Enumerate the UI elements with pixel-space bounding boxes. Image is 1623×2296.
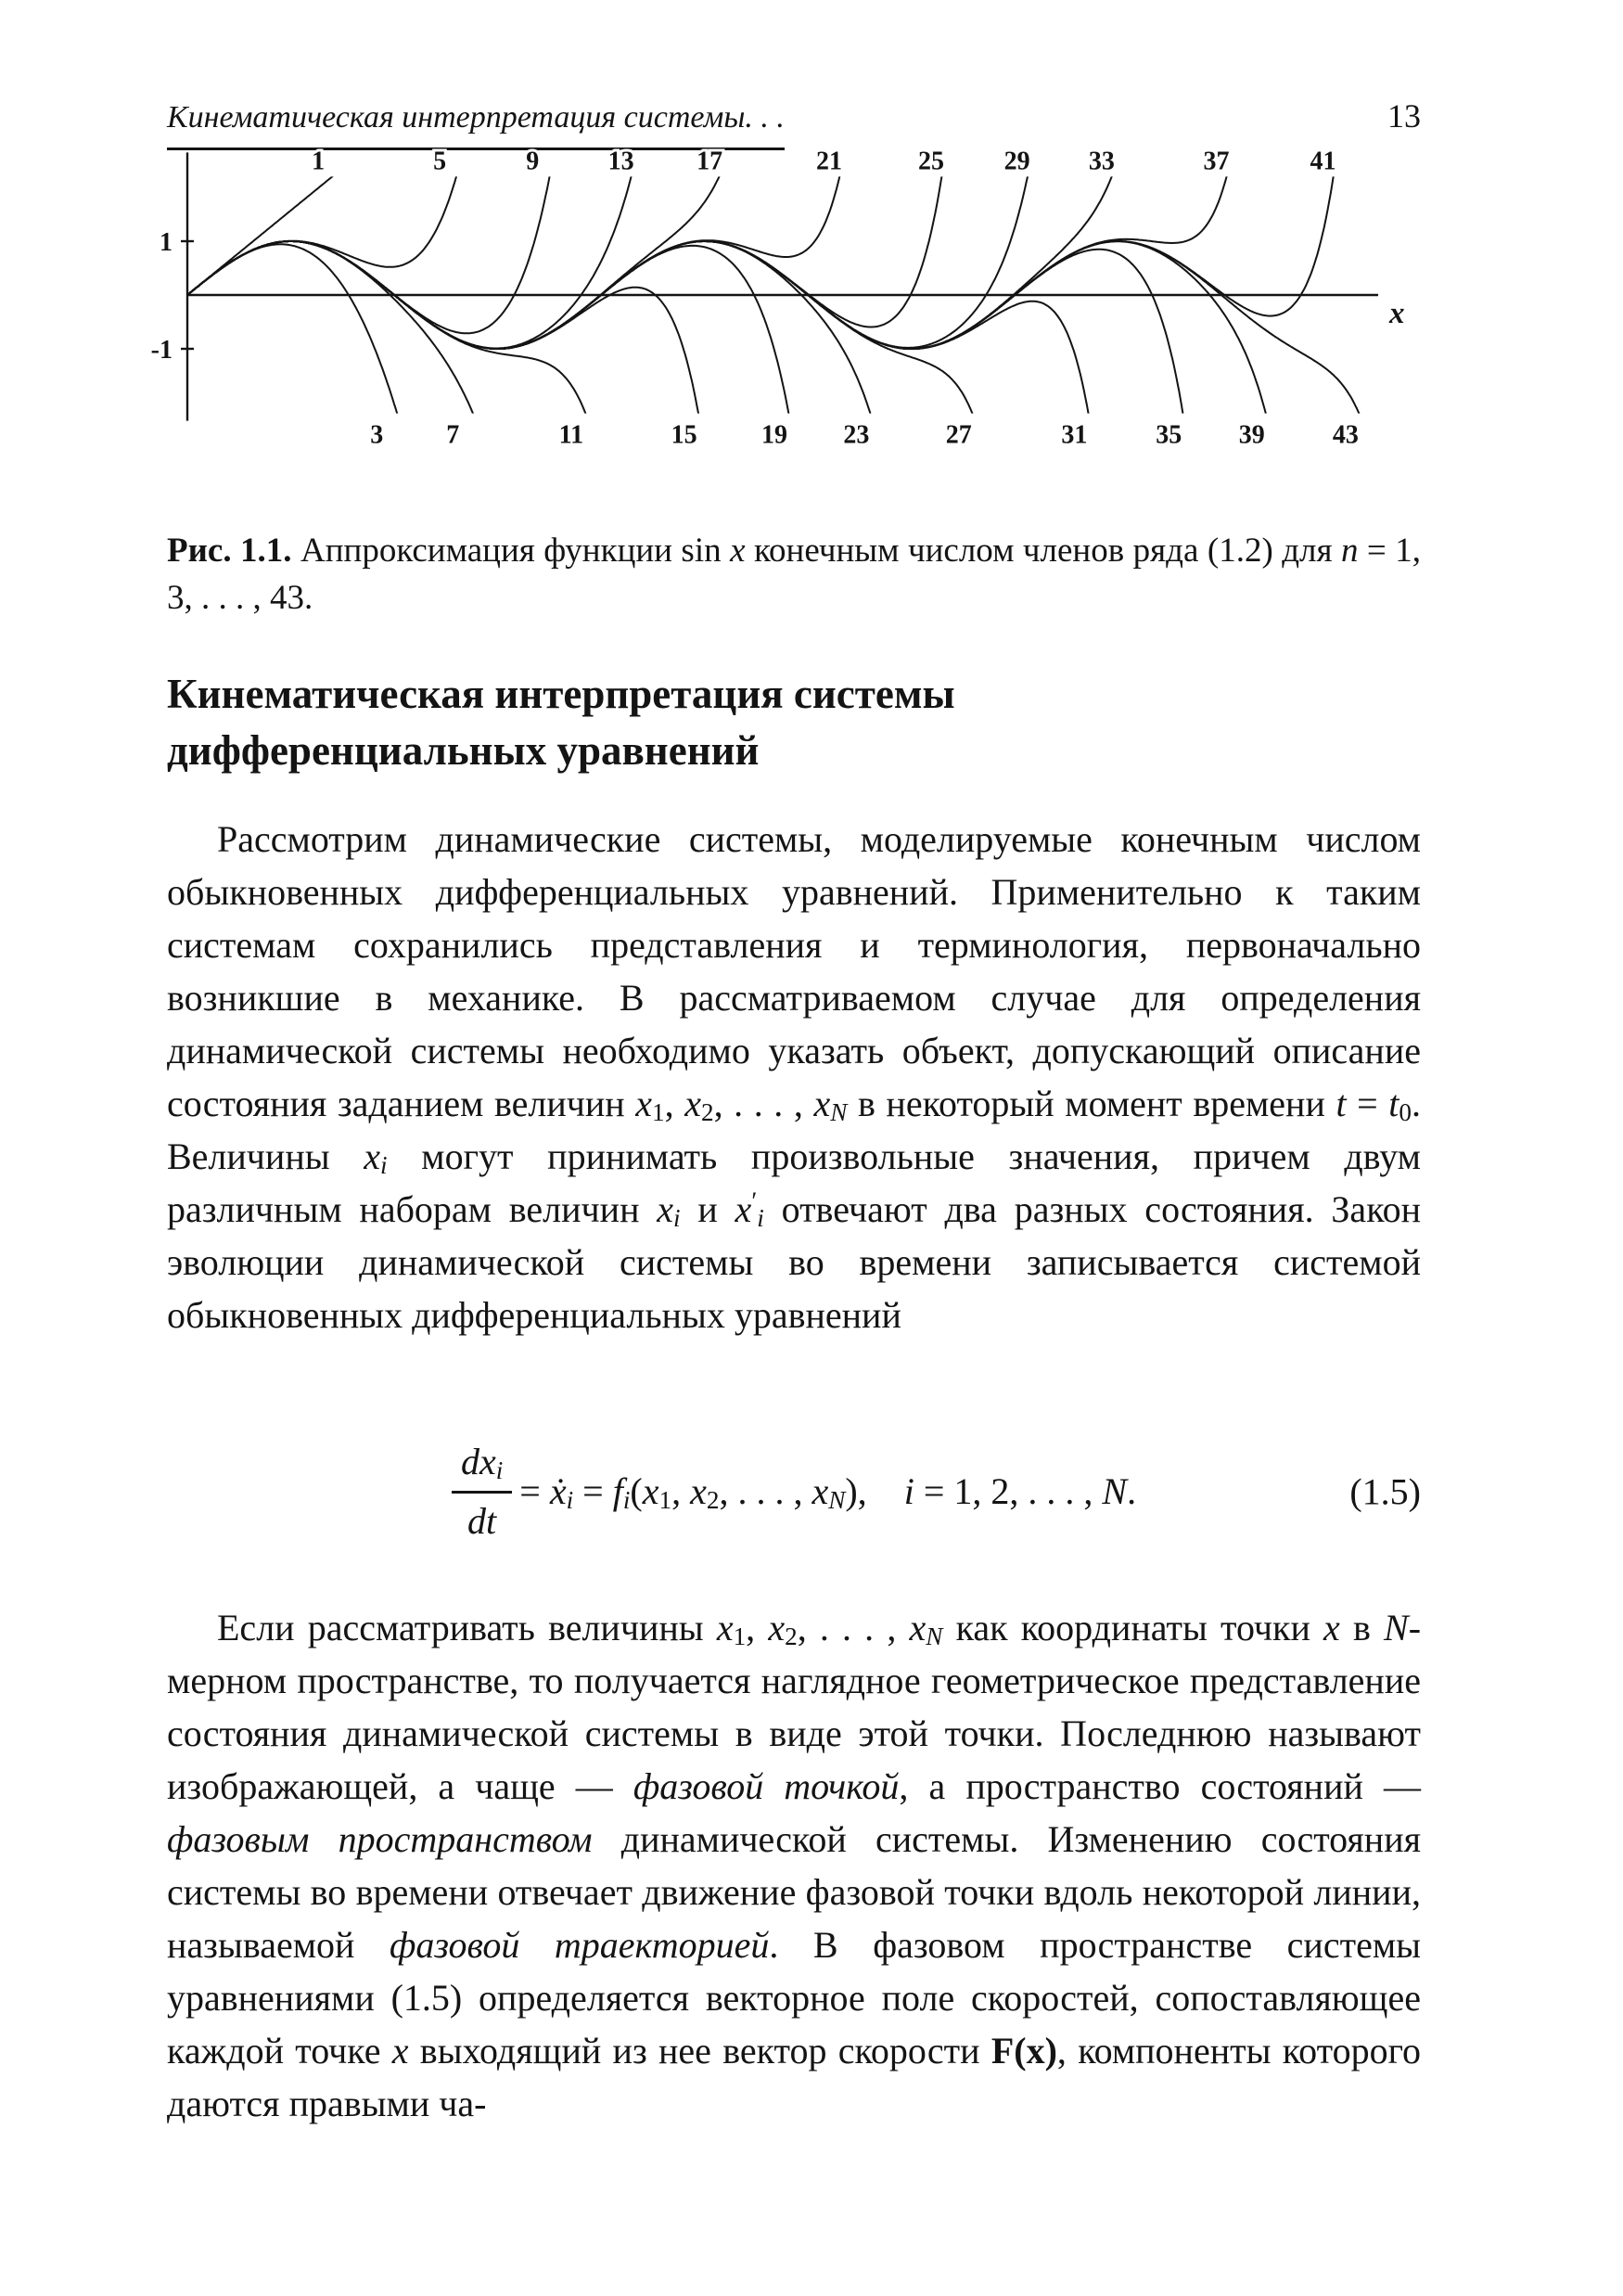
text-segment: dx	[460, 1441, 496, 1482]
text-segment: динамической системы. Изменению состояния системы во времени отвечает движение фазовой точки вдоль некоторой линии, называемой	[167, 1818, 1422, 1966]
text-segment: i	[622, 1485, 631, 1514]
sin-series-chart	[139, 139, 1428, 473]
text-segment: x	[813, 1083, 831, 1124]
text-segment: конечным числом членов ряда (1.2) для	[745, 532, 1341, 570]
equation-fraction	[452, 1440, 512, 1543]
text-segment: -мерном пространстве, то получается наглядное геометрическое представление состояния динамической системы в виде этой точки. Последнюю называют изображающей, а чаще —	[167, 1607, 1422, 1807]
curve-label-top-9: 9	[526, 147, 540, 176]
section-heading	[167, 666, 1421, 779]
text-segment: 0	[1399, 1097, 1412, 1126]
figure-caption	[167, 527, 1421, 622]
text-segment: i	[495, 1456, 504, 1484]
text-segment: = 1, 3, . . . , 43.	[167, 532, 1421, 617]
curve-label-top-25: 25	[918, 147, 945, 176]
text-segment: i	[673, 1203, 681, 1232]
text-segment: i	[903, 1470, 914, 1512]
text-segment: , компоненты которого даются правыми ча-	[167, 2030, 1421, 2124]
text-segment: 2	[706, 1485, 720, 1514]
curve-label-top-21: 21	[815, 147, 842, 176]
text-segment: 1	[652, 1097, 665, 1126]
text-segment: Рассмотрим динамические системы, моделируемые конечным числом обыкновенных дифференциальных уравнений. Применительно к таким системам сохранились представления и терминология, первоначально возникшие в механике. В рассматриваемом случае для определения динамической системы необходимо указать объект, допускающий описание состояния заданием величин	[167, 818, 1421, 1124]
text-segment: x	[812, 1470, 829, 1512]
text-segment: и	[680, 1188, 735, 1230]
curve-label-bottom-27: 27	[945, 420, 972, 450]
text-segment: ,	[746, 1607, 769, 1648]
curve-label-bottom-31: 31	[1061, 420, 1088, 450]
curve-label-bottom-11: 11	[558, 420, 584, 450]
text-segment: x	[1323, 1607, 1340, 1648]
curve-n-39	[187, 241, 1278, 468]
curve-n-19	[187, 241, 799, 468]
curve-n-11	[187, 241, 602, 468]
text-segment: , . . . ,	[713, 1083, 814, 1124]
curve-n-9	[187, 139, 560, 333]
text-segment: , . . . ,	[797, 1607, 910, 1648]
text-segment: выходящий из нее вектор скорости	[408, 2030, 991, 2072]
text-segment: x	[684, 1083, 701, 1124]
fraction-numerator	[452, 1440, 512, 1494]
text-segment: ′	[751, 1186, 758, 1215]
text-segment: t	[1388, 1083, 1399, 1124]
text-segment: F(x)	[990, 2030, 1057, 2072]
text-segment: фазовой точкой	[633, 1765, 900, 1807]
text-segment: x	[730, 532, 746, 570]
text-segment: N	[830, 1097, 848, 1126]
running-title: Кинематическая интерпретация системы. . .	[167, 100, 785, 150]
y-tick-label: -1	[150, 336, 173, 365]
text-segment: .	[1127, 1470, 1137, 1512]
text-segment: N	[1102, 1470, 1128, 1512]
curve-label-top-1: 1	[312, 147, 326, 176]
text-segment: фазовой траекторией	[390, 1924, 770, 1966]
text-segment: x	[635, 1083, 653, 1124]
curve-label-bottom-39: 39	[1238, 420, 1265, 450]
curve-label-bottom-23: 23	[843, 420, 870, 450]
text-segment: отвечают два разных состояния. Закон эволюции динамической системы во времени записывается системой обыкновенных дифференциальных уравнений	[167, 1188, 1421, 1336]
text-segment: x	[909, 1607, 927, 1648]
text-segment: 2	[785, 1622, 798, 1650]
text-segment: x	[716, 1607, 734, 1648]
text-segment: , а пространство состояний —	[899, 1765, 1421, 1807]
text-segment: Если рассматривать величины	[217, 1607, 717, 1648]
text-segment: = 1, 2, . . . ,	[914, 1470, 1103, 1512]
text-segment: dt	[467, 1500, 497, 1542]
text-segment: =	[1346, 1083, 1389, 1124]
curve-label-bottom-35: 35	[1156, 420, 1182, 450]
page-number: 13	[1387, 97, 1421, 135]
curve-label-top-5: 5	[433, 147, 447, 176]
text-segment: =	[519, 1470, 550, 1512]
curve-n-1	[187, 139, 398, 295]
fraction-denominator	[452, 1494, 512, 1543]
text-segment: n	[1340, 532, 1359, 570]
paragraph-2	[167, 1601, 1421, 2130]
text-segment: =	[573, 1470, 613, 1512]
text-segment: i	[566, 1485, 574, 1514]
text-segment: ẋ	[549, 1470, 567, 1512]
curve-label-bottom-15: 15	[671, 420, 697, 450]
text-segment: t	[1335, 1083, 1347, 1124]
curve-label-bottom-3: 3	[370, 420, 384, 450]
text-segment: 2	[700, 1097, 714, 1126]
curve-label-top-17: 17	[696, 147, 723, 176]
text-segment: x	[657, 1188, 674, 1230]
curves-group	[187, 139, 1374, 468]
text-segment: в	[1339, 1607, 1385, 1648]
text-segment: . Величины	[167, 1083, 1422, 1177]
section-heading-line2: дифференциальных уравнений	[167, 727, 760, 774]
figure-1-1	[139, 139, 1428, 473]
text-segment: , . . . ,	[719, 1470, 812, 1512]
curve-label-top-41: 41	[1310, 147, 1336, 176]
text-segment: как координаты точки	[942, 1607, 1324, 1648]
y-tick-label: 1	[160, 228, 173, 257]
text-segment: N	[926, 1622, 943, 1650]
text-segment: Рис. 1.1.	[167, 532, 292, 570]
text-segment: фазовым пространством	[167, 1818, 593, 1860]
equation-number: (1.5)	[1349, 1470, 1421, 1512]
curve-label-top-37: 37	[1203, 147, 1230, 176]
text-segment: x	[735, 1188, 752, 1230]
equation-1-5	[167, 1440, 1421, 1543]
curve-label-top-33: 33	[1088, 147, 1115, 176]
equation-rhs	[519, 1469, 1136, 1513]
text-segment: i	[380, 1150, 388, 1179]
paragraph-1	[167, 813, 1421, 1341]
curve-label-bottom-43: 43	[1332, 420, 1359, 450]
curve-label-bottom-7: 7	[446, 420, 460, 450]
text-segment: в некоторый момент времени	[847, 1083, 1336, 1124]
text-segment: x	[690, 1470, 707, 1512]
text-segment: N	[828, 1485, 846, 1514]
text-segment: . В фазовом пространстве системы уравнениями (1.5) определяется векторное поле скоростей, сопоставляющее каждой точке	[167, 1924, 1422, 2072]
text-segment: i	[757, 1203, 764, 1232]
text-segment: 1	[733, 1622, 747, 1650]
text-segment: 1	[658, 1485, 672, 1514]
curve-label-bottom-19: 19	[760, 420, 787, 450]
text-segment: x	[768, 1607, 786, 1648]
text-segment: ,	[664, 1083, 685, 1124]
text-segment: N	[1384, 1607, 1409, 1648]
text-segment: x	[364, 1135, 381, 1177]
text-segment: (	[630, 1470, 643, 1512]
section-heading-line1: Кинематическая интерпретация системы	[167, 671, 955, 717]
curve-label-top-13: 13	[607, 147, 634, 176]
curve-label-top-29: 29	[1003, 147, 1030, 176]
text-segment: могут принимать произвольные значения, причем двум различным наборам величин	[167, 1135, 1421, 1230]
text-segment: x	[391, 2030, 409, 2072]
curve-n-5	[187, 139, 470, 295]
text-segment: f	[612, 1470, 623, 1512]
text-segment: ),	[845, 1470, 904, 1512]
text-segment: ,	[671, 1470, 691, 1512]
text-segment: Аппроксимация функции sin	[291, 532, 731, 570]
text-segment: x	[642, 1470, 659, 1512]
x-axis-label: x	[1389, 297, 1405, 330]
